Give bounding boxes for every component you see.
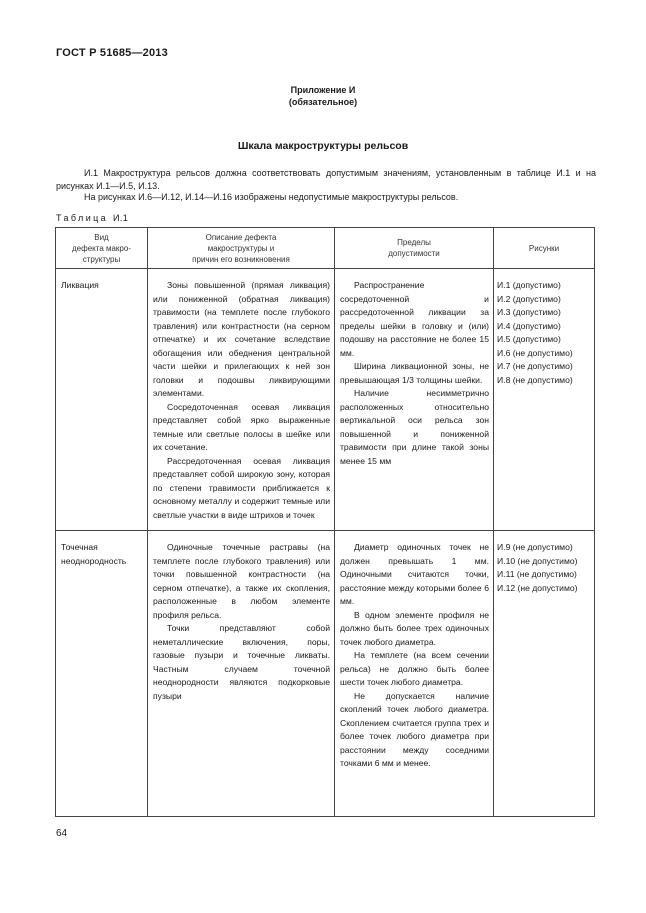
description-paragraph: Одиночные точечные растравы (на темплете после глубокого травления) или точки повышенной контрастности (на серном отпечатке), а также их скопления, расположенные в любом элементе профиля рельса.: [153, 542, 330, 620]
section-title: Шкала макроструктуры рельсов: [237, 140, 409, 152]
description-paragraph: Зоны повышенной (прямая ликвация) или пониженной (обратная ликвация) травимости (на темплете после глубокого травления) или контрастности (на серном отпечатке) и их сочетание вследствие обогащения или обеднения центральной части шейки и прилегающих к ней зон головки и подошвы ликвирующими элементами.: [153, 280, 330, 398]
paragraph-1: И.1 Макроструктура рельсов должна соответствовать допустимым значениям, установленным в таблице И.1 и на рисунках И.1—И.5, И.13.: [56, 168, 596, 191]
description-paragraph: Рассредоточенная осевая ликвация представляет собой широкую зону, которая по степени травимости приближается к основному металлу и содержит темные или светлые участки в виде штрихов и точек: [153, 455, 330, 520]
figure-reference: И.8 (не допустимо): [497, 374, 573, 385]
table-header-row: [56, 228, 595, 269]
description-cell: [148, 531, 335, 817]
header-figures: Рисунки: [494, 228, 595, 269]
figures-cell: [494, 531, 595, 817]
limits-paragraph: Диаметр одиночных точек не должен превышать 1 мм. Одиночными считаются точки, расстояние между которыми более 6 мм.: [340, 542, 489, 606]
table-number: И.1: [113, 213, 129, 223]
figure-reference: И.1 (допустимо): [497, 280, 561, 290]
limits-cell: [335, 269, 494, 531]
figure-reference: И.11 (не допустимо): [497, 569, 577, 579]
limits-paragraph: Не допускается наличие скоплений точек любого диаметра. Скоплением считается группа трех и более точек любого диаметра при расстоянии между соседними точками 6 мм и менее.: [340, 690, 489, 768]
table-row: [56, 531, 595, 817]
header-kind: Вид дефекта макро- структуры: [56, 228, 148, 269]
limits-cell: [335, 531, 494, 817]
figure-reference: И.2 (допустимо): [497, 293, 561, 304]
table-row: [56, 269, 595, 531]
figure-reference: И.5 (допустимо): [497, 334, 561, 344]
table-caption: [56, 213, 128, 223]
description-paragraph: Точки представляют собой неметаллические включения, поры, газовые пузыри и точечные ликваты. Частным случаем точечной неоднородности являются подкорковые пузыри: [153, 623, 330, 701]
paragraph-2: На рисунках И.6—И.12, И.14—И.16 изображены недопустимые макроструктуры рельсов.: [84, 192, 459, 202]
limits-paragraph: Распространение сосредоточенной и рассредоточенной ликвации за пределы шейки в головку и (или) подошву на расстояние не более 15 мм.: [340, 280, 489, 358]
figure-reference: И.4 (допустимо): [497, 320, 561, 331]
standard-header: ГОСТ Р 51685—2013: [56, 47, 168, 59]
limits-paragraph: На темплете (на всем сечении рельса) не должно быть более шести точек любого диаметра.: [340, 650, 489, 687]
macrostructure-table: [55, 227, 595, 817]
header-limits: Пределы допустимости: [335, 228, 494, 269]
annex-title: Приложение И: [290, 85, 356, 95]
description-cell: [148, 269, 335, 531]
figure-reference: И.9 (не допустимо): [497, 542, 573, 552]
figure-reference: И.3 (допустимо): [497, 307, 561, 317]
figure-reference: И.12 (не допустимо): [497, 582, 578, 593]
header-description: Описание дефекта макроструктуры и причин его возникновения: [148, 228, 335, 269]
limits-paragraph: Наличие несимметрично расположенных относительно вертикальной оси рельса зон повышенной и пониженной травимости при длине такой зоны менее 15 мм: [340, 388, 489, 466]
annex-status: (обязательное): [288, 97, 358, 107]
page-number: 64: [56, 828, 68, 839]
table-label: Таблица: [56, 213, 109, 223]
limits-paragraph: Ширина ликвационной зоны, не превышающая 1/3 толщины шейки.: [340, 361, 489, 385]
limits-paragraph: В одном элементе профиля не должно быть более трех одиночных точек любого диаметра.: [340, 609, 489, 647]
figures-cell: [494, 269, 595, 531]
kind-cell: Ликвация: [56, 269, 148, 531]
figure-reference: И.6 (не допустимо): [497, 347, 573, 358]
annex-heading: [0, 84, 646, 108]
kind-cell: Точечная неоднородность: [56, 531, 148, 817]
figure-reference: И.10 (не допустимо): [497, 555, 578, 566]
figure-reference: И.7 (не допустимо): [497, 361, 573, 371]
description-paragraph: Сосредоточенная осевая ликвация представляет собой ярко выраженные темные или светлые полосы в шейке или их сочетание.: [153, 401, 330, 452]
